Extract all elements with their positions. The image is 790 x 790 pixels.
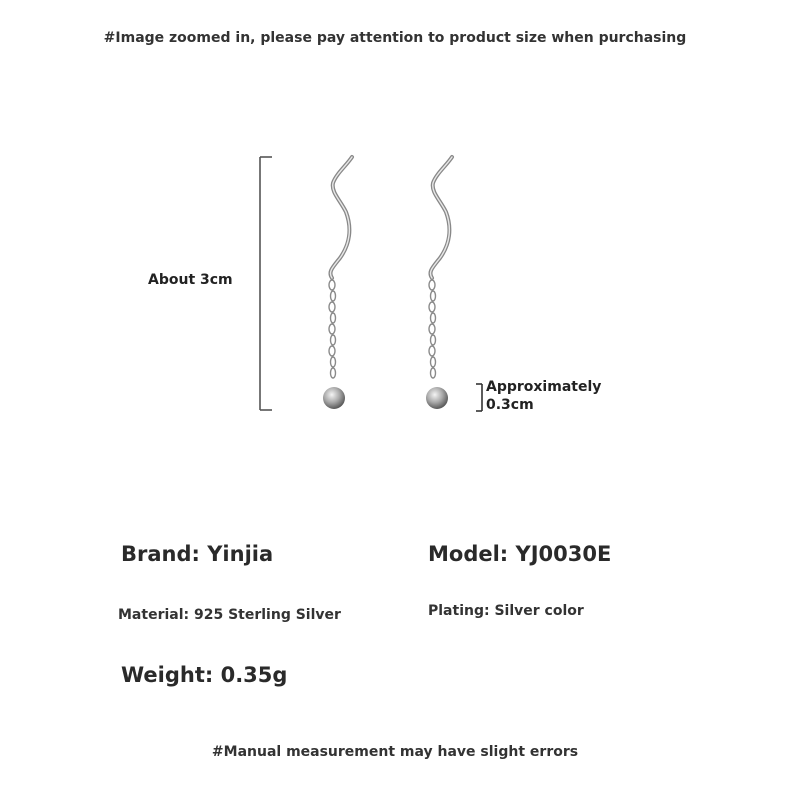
- model-spec: Model: YJ0030E: [428, 542, 612, 566]
- left-earring: [323, 157, 352, 409]
- weight-spec: Weight: 0.35g: [121, 663, 288, 687]
- right-earring: [426, 157, 452, 409]
- length-bracket: [260, 157, 272, 410]
- length-label: About 3cm: [148, 272, 233, 288]
- left-ball: [323, 387, 345, 409]
- right-ball: [426, 387, 448, 409]
- ball-size-line2: 0.3cm: [486, 397, 534, 413]
- bottom-notice: #Manual measurement may have slight errors: [211, 744, 579, 760]
- ball-size-line1: Approximately: [486, 379, 602, 395]
- material-spec: Material: 925 Sterling Silver: [118, 607, 341, 623]
- ball-bracket: [476, 384, 482, 411]
- left-chain: [329, 280, 336, 378]
- top-notice: #Image zoomed in, please pay attention to product size when purchasing: [103, 30, 687, 46]
- brand-spec: Brand: Yinjia: [121, 542, 274, 566]
- plating-spec: Plating: Silver color: [428, 603, 584, 619]
- right-chain: [429, 280, 436, 378]
- ball-size-label: [486, 378, 616, 414]
